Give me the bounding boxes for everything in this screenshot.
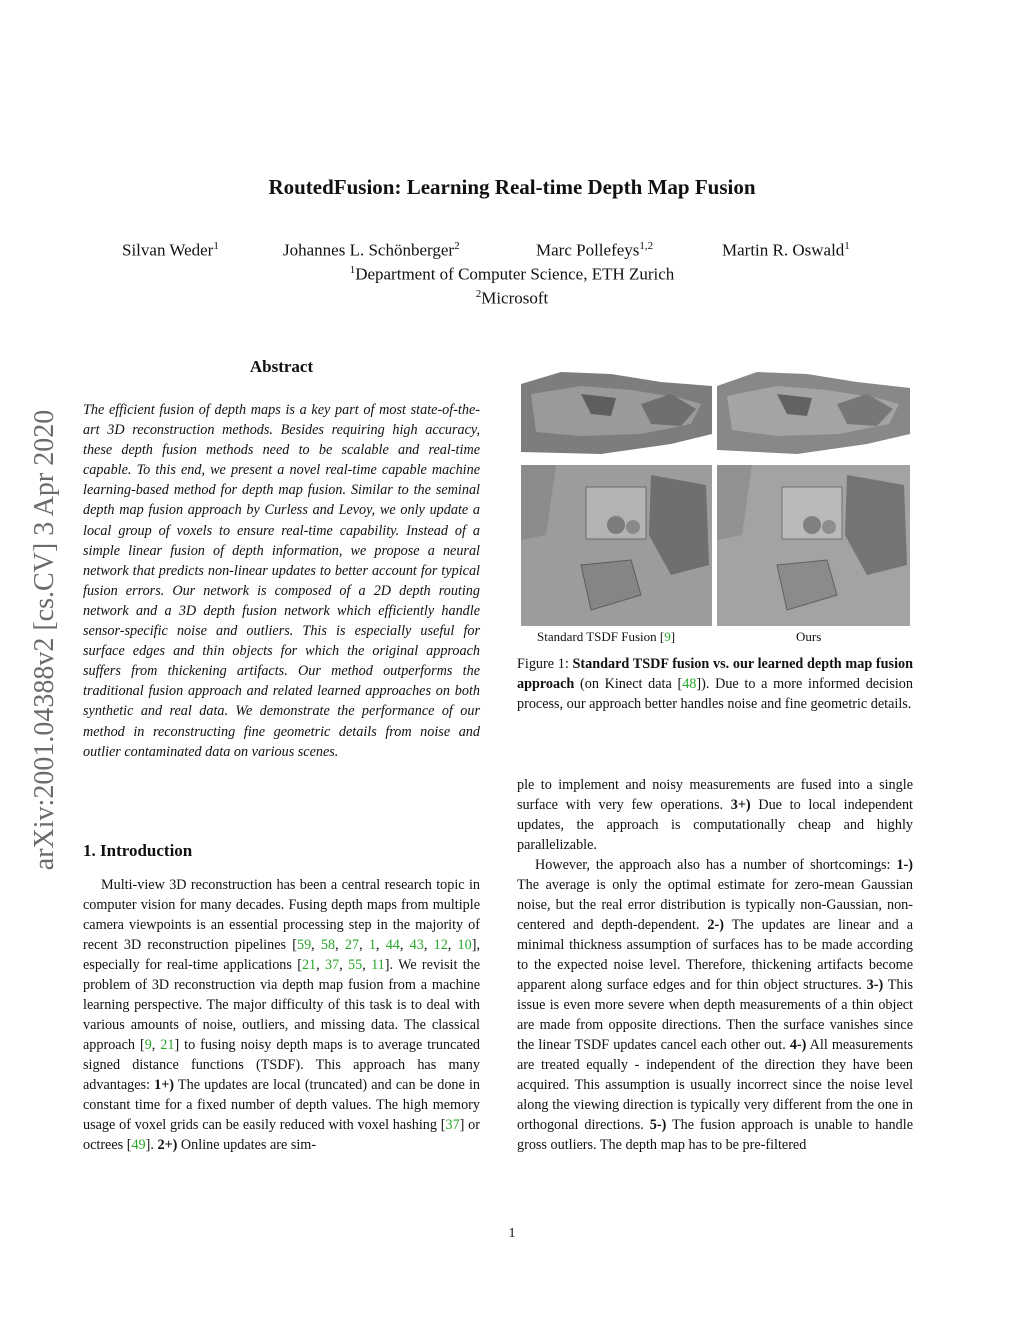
ref-link[interactable]: 55	[348, 957, 363, 973]
ref-link[interactable]: 37	[445, 1117, 460, 1133]
right-column-text: ple to implement and noisy measurements are fused into a single surface with very few operations. 3+) Due to local independent updates, the approach is computationally cheap and highly parallelizable. However, the approach also has a number of shortcomings: 1-) The average is only the optimal estimate for zero-mean Gaussian noise, but the real error distribution is typically non-Gaussian, non-centered and depth-dependent. 2-) The updates are linear and a minimal thickness assumption of surfaces has to be made according to the expected noise level. Therefore, thickening artifacts become apparent along surface edges and for thin object structures. 3-) This issue is even more severe when depth measurements of a thin object are made from opposite directions. Then the surface vanishes since the linear TSDF updates cancel each other out. 4-) All measurements are treated equally - independent of the direction they have been acquired. This assumption is usually incorrect since the noise level along the viewing direction is typically very different from the one in orthogonal directions. 5-) The fusion approach is unable to handle gross outliers. The depth map has to be pre-filtered	[517, 777, 913, 1153]
figure-image-ours-top	[717, 364, 910, 460]
affiliation-1: $^1$Department of Computer Science, ETH Zurich	[349, 264, 675, 284]
paper-title: RoutedFusion: Learning Real-time Depth Map Fusion	[268, 175, 756, 199]
ref-link[interactable]: 44	[385, 937, 400, 953]
author-4: Martin R. Oswald$^1$	[722, 240, 850, 260]
abstract-text: The efficient fusion of depth maps is a key part of most state-of-the-art 3D reconstruction methods. Besides requiring high accuracy, these depth fusion methods need to be scalable and real-time capable. To this end, we present a novel real-time capable machine learning-based method for depth map fusion. Similar to the seminal depth map fusion approach by Curless and Levoy, we only update a local group of voxels to ensure real-time capability. Instead of a simple linear fusion of depth information, we propose a neural network that predicts non-linear updates to better account for typical fusion errors. Our network is composed of a 2D depth routing network and a 3D depth fusion network which efficiently handle sensor-specific noise and outliers. This is especially useful for surface edges and thin objects for which the original approach suffers from thickening artifacts. Our method outperforms the traditional fusion approach and related learned approaches on both synthetic and real data. We demonstrate the performance of our method in reconstructing fine geometric details from noise and outlier contaminated data on various scenes.	[83, 402, 480, 760]
ref-link[interactable]: 21	[160, 1037, 175, 1053]
figure-label-tsdf: Standard TSDF Fusion [9]	[537, 629, 676, 644]
figure-image-ours-bottom	[717, 465, 910, 626]
ref-link[interactable]: 12	[433, 937, 448, 953]
author-1: Silvan Weder$^1$	[122, 240, 219, 260]
ref-link[interactable]: 48	[682, 676, 697, 693]
ref-link[interactable]: 37	[325, 957, 340, 973]
figure-image-tsdf-top	[521, 364, 712, 460]
figure-label-ours: Ours	[796, 629, 822, 644]
ref-link[interactable]: 1	[368, 937, 376, 953]
ref-link[interactable]: 49	[131, 1137, 146, 1153]
ref-link[interactable]: 9	[144, 1037, 152, 1053]
ref-link[interactable]: 21	[301, 957, 317, 973]
figure-image-tsdf-bottom	[521, 465, 712, 626]
figure-caption: Figure 1: Standard TSDF fusion vs. our learned depth map fusion approach (on Kinect data [48]). Due to a more informed decision process, our approach better handles noise and fine geometric details.	[517, 656, 913, 713]
ref-link[interactable]: 10	[457, 937, 472, 953]
ref-link[interactable]: 27	[344, 937, 360, 953]
ref-link[interactable]: 58	[320, 937, 336, 953]
author-3: Marc Pollefeys$^{1,2}$	[536, 240, 654, 260]
intro-heading: 1. Introduction	[83, 841, 193, 860]
ref-link[interactable]: 9	[664, 629, 671, 644]
arxiv-stamp: arXiv:2001.04388v2 [cs.CV] 3 Apr 2020	[29, 409, 60, 871]
author-2: Johannes L. Schönberger$^2$	[283, 240, 460, 260]
abstract-heading: Abstract	[249, 357, 314, 376]
ref-link[interactable]: 43	[409, 937, 424, 953]
page-number: 1	[508, 1226, 516, 1241]
ref-link[interactable]: 59	[296, 937, 312, 953]
intro-paragraph: Multi-view 3D reconstruction has been a central research topic in computer vision for many decades. Fusing depth maps from multiple camera viewpoints is an essential processing step in the majority of recent 3D reconstruction pipelines [59, 58, 27, 1, 44, 43, 12, 10], especially for real-time applications [21, 37, 55, 11]. We revisit the problem of 3D reconstruction via depth map fusion from a machine learning perspective. The major difficulty of this task is to deal with various amounts of noise, outliers, and missing data. The classical approach [9, 21] to fusing noisy depth maps is to average truncated signed distance functions (TSDF). This approach has many advantages: 1+) The updates are local (truncated) and can be done in constant time for a fixed number of depth values. The high memory usage of voxel grids can be easily reduced with voxel hashing [37] or octrees [49]. 2+) Online updates are sim-	[83, 877, 481, 1153]
affiliation-2: $^2$Microsoft	[475, 288, 549, 308]
ref-link[interactable]: 11	[371, 957, 385, 973]
